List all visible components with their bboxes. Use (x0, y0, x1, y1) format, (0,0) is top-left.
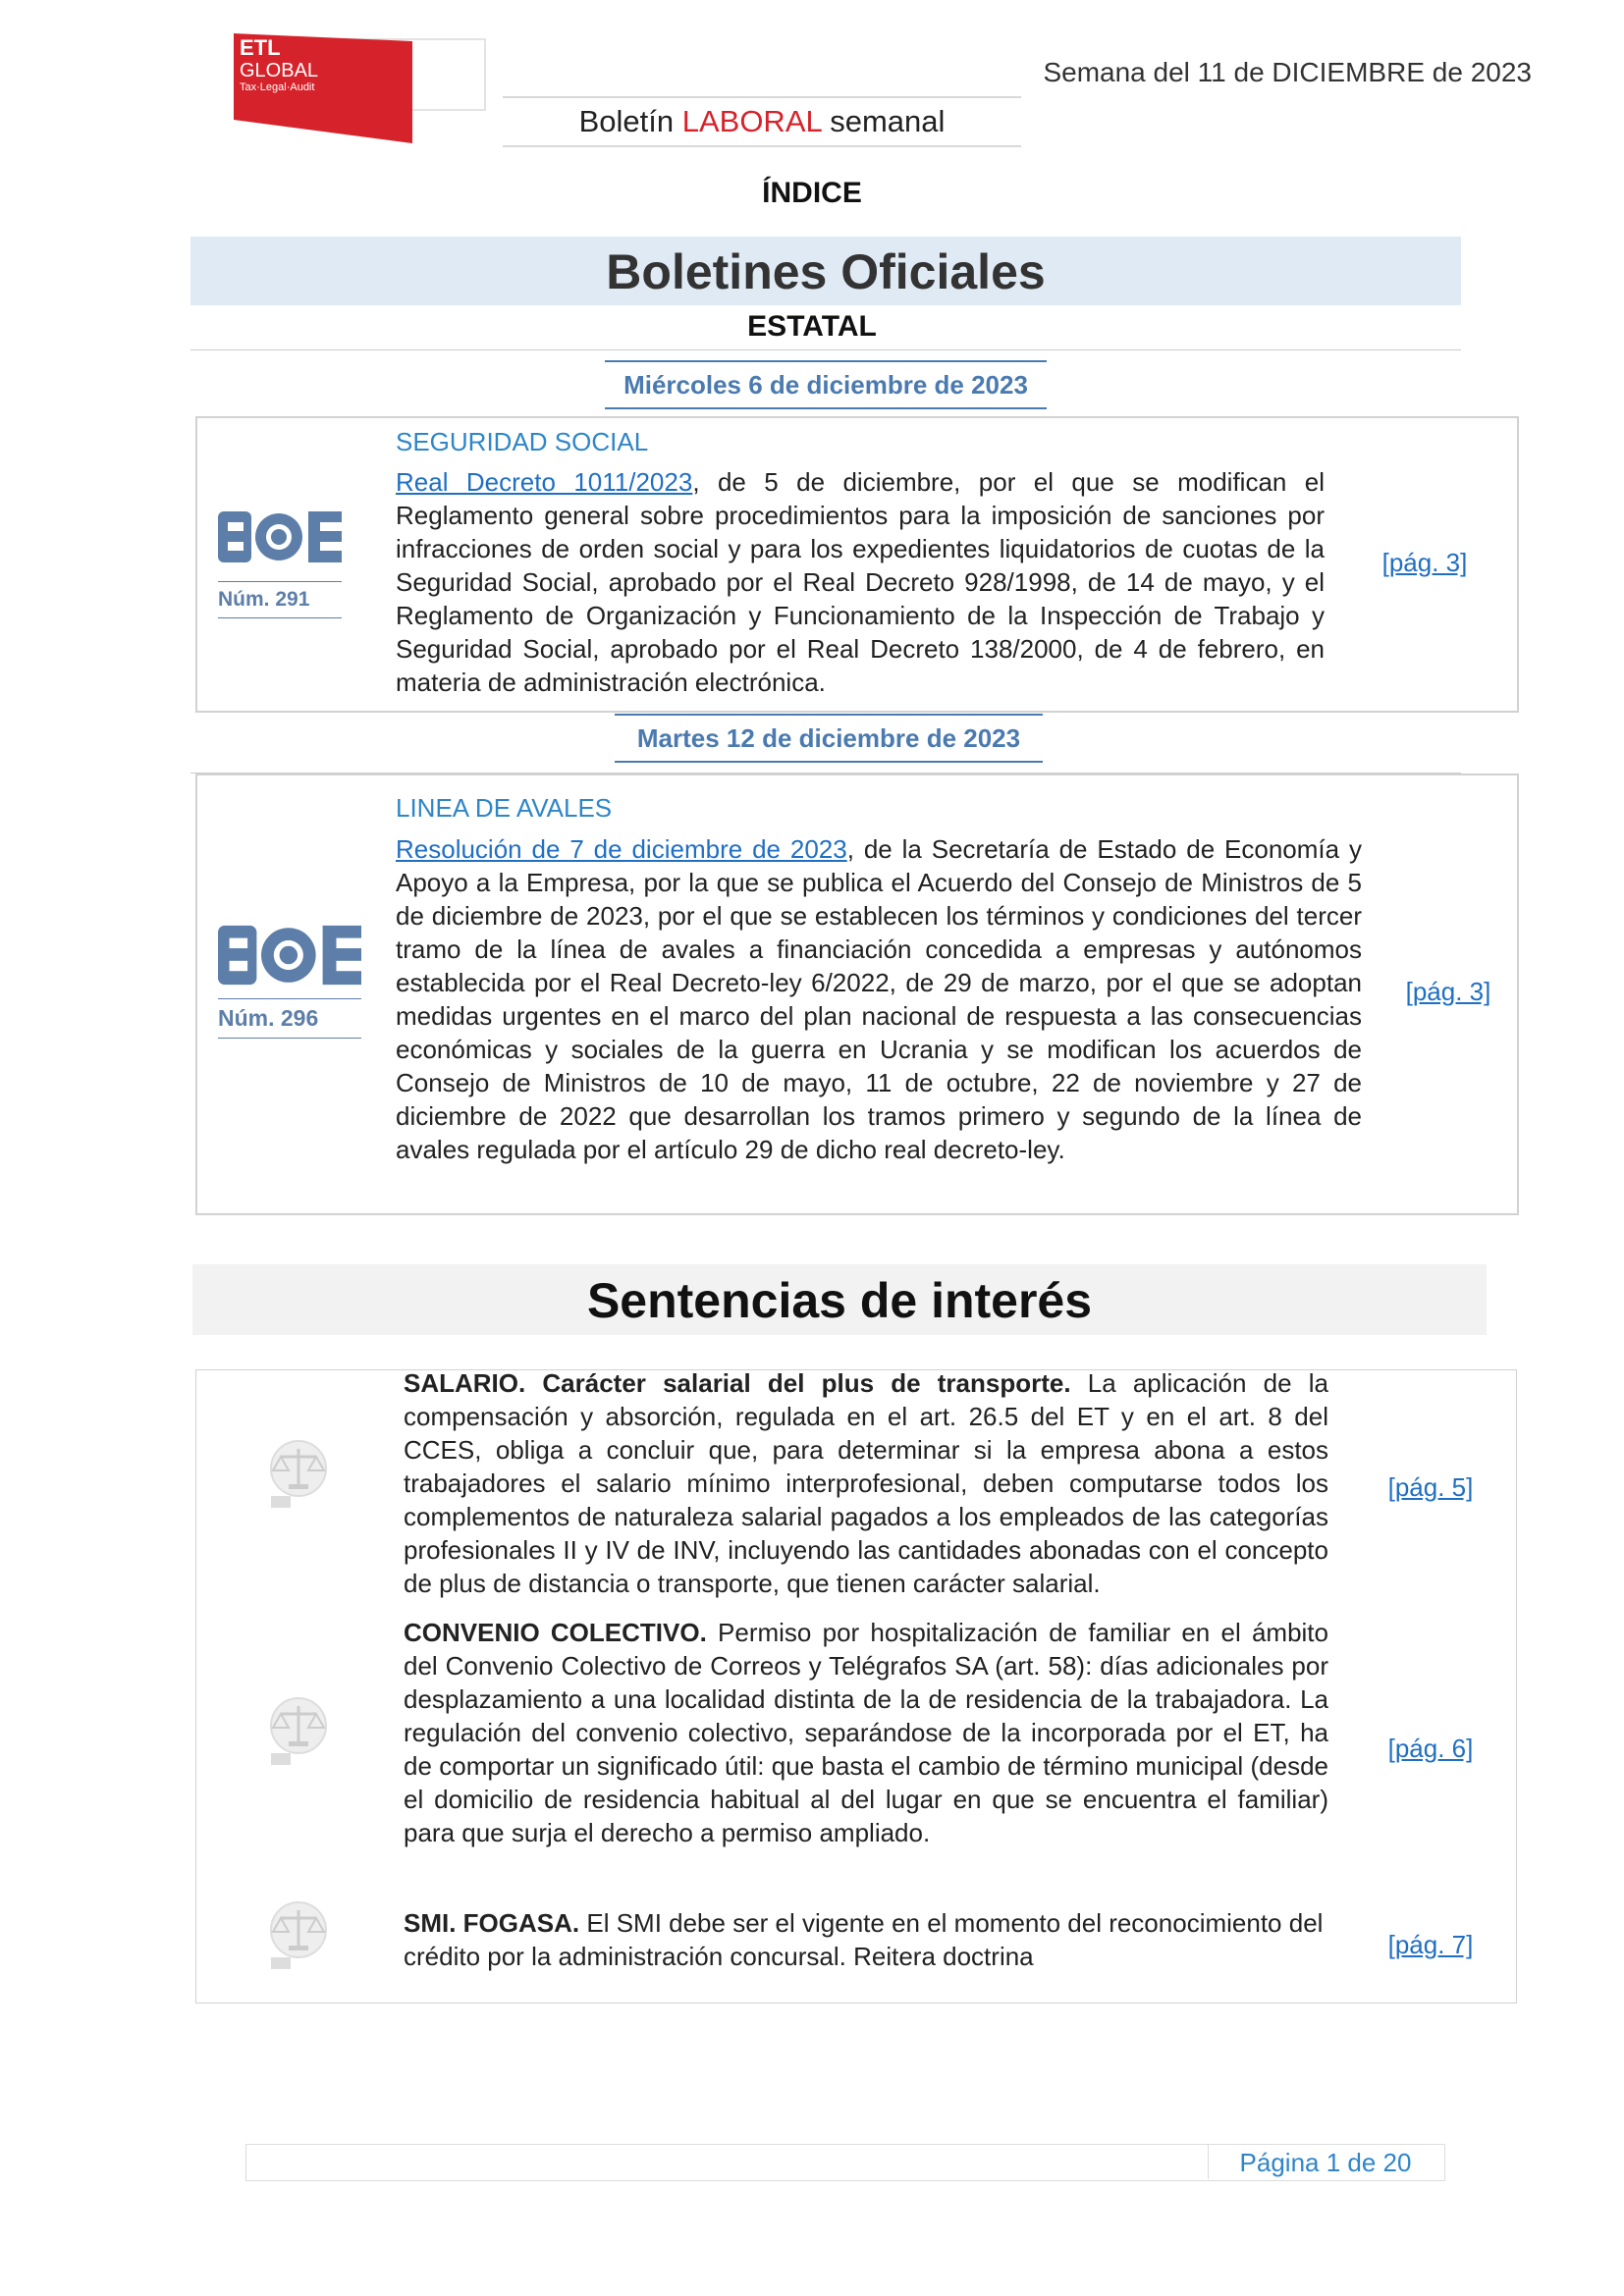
boe-badge (218, 509, 342, 618)
scope-heading: ESTATAL (747, 310, 877, 343)
entry-text: Real Decreto 1011/2023, de 5 de diciembre, por el que se modifican el Reglamento general sobre procedimientos para la imposición de sanciones por infracciones de orden social y para los expedientes liquidatorios de cuotas de la Seguridad Social, aprobado por el Real Decreto 928/1998, de 14 de mayo, y el Reglamento de Organización y Funcionamiento de la Inspección de Trabajo y Seguridad Social, aprobado por el Real Decreto 138/2000, de 4 de febrero, en materia de administración electrónica. (396, 467, 1326, 697)
document-link[interactable]: Real Decreto 1011/2023 (396, 467, 693, 497)
rulings-banner: Sentencias de interés (192, 1264, 1487, 1335)
document-link[interactable]: Resolución de 7 de diciembre de 2023 (396, 834, 847, 864)
page-number: Página 1 de 20 (1239, 2148, 1412, 2177)
date-heading: Martes 12 de diciembre de 2023 (615, 714, 1043, 763)
divider (190, 349, 1461, 350)
svg-text:GLOBAL: GLOBAL (240, 60, 319, 81)
page-link[interactable]: [pág. 5] (1387, 1472, 1474, 1502)
ruling-title: SMI. FOGASA. (404, 1908, 580, 1938)
page-reference (1371, 548, 1479, 578)
official-bulletins-banner: Boletines Oficiales (190, 237, 1461, 305)
scales-of-justice-icon (257, 1692, 340, 1774)
bulletin-highlight: LABORAL (681, 104, 822, 138)
page-reference (1377, 1472, 1485, 1503)
boe-logo-icon (218, 509, 342, 564)
page-reference (1394, 977, 1502, 1007)
boe-number: Núm. 291 (218, 581, 342, 618)
week-label: Semana del 11 de DICIEMBRE de 2023 (1043, 57, 1532, 87)
page-link[interactable]: [pág. 3] (1381, 548, 1468, 577)
date-heading: Miércoles 6 de diciembre de 2023 (605, 360, 1047, 409)
boe-number: Núm. 296 (218, 998, 361, 1039)
ruling-text: SMI. FOGASA. El SMI debe ser el vigente en el momento del reconocimiento del crédito por la administración concursal. Reitera doctrina (404, 1908, 1324, 1971)
scales-of-justice-icon (257, 1896, 340, 1978)
page-link[interactable]: [pág. 7] (1387, 1930, 1474, 1959)
boe-logo-icon (218, 923, 361, 988)
page-reference (1377, 1734, 1485, 1764)
svg-text:ETL: ETL (240, 35, 281, 60)
scales-of-justice-icon (257, 1435, 340, 1517)
ruling-title: CONVENIO COLECTIVO. (404, 1618, 707, 1647)
section-label: SEGURIDAD SOCIAL (396, 427, 649, 456)
etl-global-logo (234, 33, 489, 143)
ruling-title: SALARIO. Carácter salarial del plus de transporte. (404, 1368, 1071, 1398)
page-link[interactable]: [pág. 6] (1387, 1734, 1474, 1763)
ruling-text: SALARIO. Carácter salarial del plus de transporte. La aplicación de la compensación y absorción, regulada en el art. 26.5 del ET y en el art. 8 del CCES, obliga a concluir que, para determinar si la empresa abona a estos trabajadores el salario mínimo interprofesional, deben computarse todos los complementos de naturaleza salarial pagados a los empleados de las categorías profesionales II y IV de INV, incluyendo las cantidades abonadas con el concepto de plus de distancia o transporte, que tienen carácter salarial. (404, 1368, 1328, 1598)
page-reference (1377, 1930, 1485, 1960)
entry-text: Resolución de 7 de diciembre de 2023, de la Secretaría de Estado de Economía y Apoyo a la Empresa, por la que se publica el Acuerdo del Consejo de Ministros de 5 de diciembre de 2023, por el que se establecen los términos y condiciones del tercer tramo de la línea de avales a financiación concedida a empresas y autónomos establecida por el Real Decreto-ley 6/2022, de 29 de marzo, por el que se adoptan medidas urgentes en el marco del plan nacional de respuesta a las consecuencias económicas y sociales de la guerra en Ucrania y se modifican los acuerdos de Consejo de Ministros de 10 de mayo, 11 de octubre, 22 de noviembre y 27 de diciembre de 2022 que desarrollan los tramos primero y segundo de la línea de avales regulada por el artículo 29 de dicho real decreto-ley. (396, 834, 1362, 1164)
index-title: ÍNDICE (762, 177, 862, 209)
page-link[interactable]: [pág. 3] (1405, 977, 1491, 1006)
section-label: LINEA DE AVALES (396, 793, 613, 823)
ruling-text: CONVENIO COLECTIVO. Permiso por hospitalización de familiar en el ámbito del Convenio Colectivo de Correos y Telégrafos SA (art. 58): días adicionales por desplazamiento a una localidad distinta de la de residencia de la trabajadora. La regulación del convenio colectivo, separándose de la incorporada por el ET, ha de comportar un significado útil: que basta el cambio de término municipal (desde el domicilio de residencia habitual al del lugar en que se encuentra el familiar) para que surja el derecho a permiso ampliado. (404, 1618, 1328, 1847)
boe-badge (218, 923, 342, 1039)
bulletin-title: Boletín LABORAL semanal (503, 96, 1021, 147)
svg-text:Tax·Legal·Audit: Tax·Legal·Audit (240, 81, 315, 93)
footer-separator (1208, 2144, 1209, 2179)
